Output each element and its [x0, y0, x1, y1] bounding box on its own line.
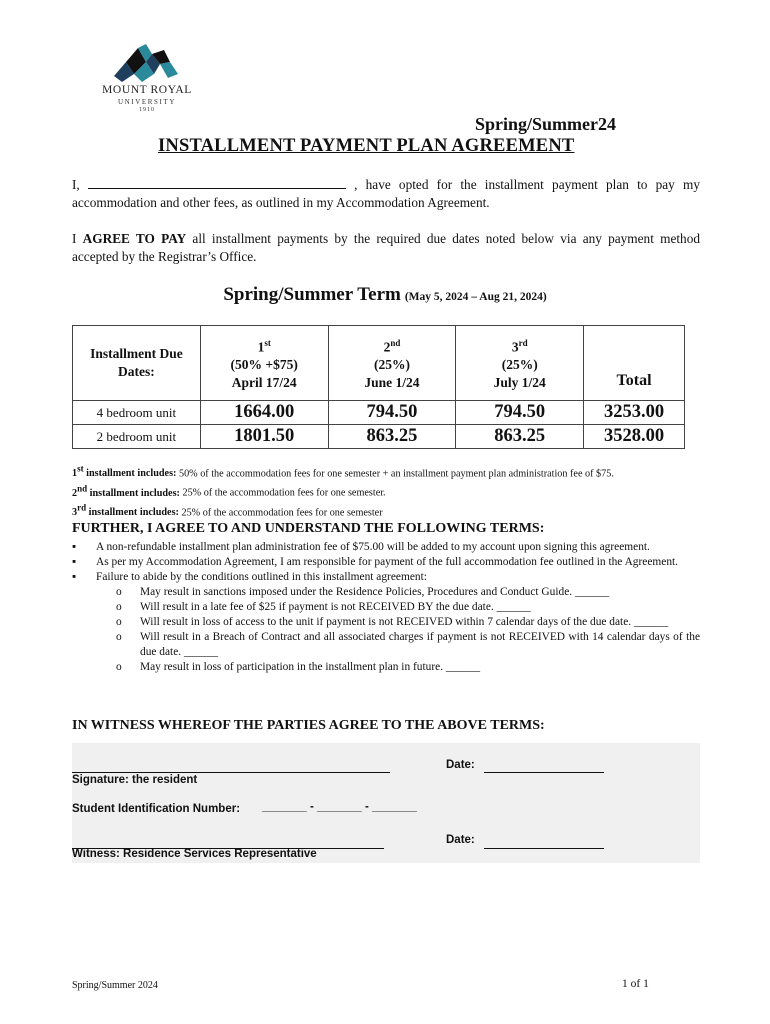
sub-mark: o — [116, 616, 122, 628]
note-ord: 1 — [72, 468, 78, 480]
table-header-row — [73, 326, 685, 401]
sub-text: Will result in a late fee of $25 if payment is not RECEIVED BY the due date. ______ — [140, 601, 531, 613]
col2-sup: nd — [390, 337, 401, 348]
witness-heading: IN WITNESS WHEREOF THE PARTIES AGREE TO THE ABOVE TERMS: — [72, 718, 545, 733]
row-label: 4 bedroom unit — [73, 401, 201, 425]
section-dates: (May 5, 2024 – Aug 21, 2024) — [404, 291, 547, 303]
sub-mark: o — [116, 586, 122, 598]
col3-sup: rd — [518, 337, 528, 348]
section-title: Spring/Summer Term — [223, 284, 401, 305]
sub-text: Will result in loss of access to the unit if payment is not RECEIVED within 7 calendar days of the due date. ______ — [140, 616, 669, 628]
signature-label: Signature: the resident — [72, 774, 198, 786]
bullet-text: As per my Accommodation Agreement, I am responsible for payment of the full accommodation fee outlined in the Agreement. — [96, 556, 679, 568]
bullet-mark: ▪ — [72, 541, 77, 553]
col3-date: July 1/24 — [493, 375, 546, 391]
terms-heading: FURTHER, I AGREE TO AND UNDERSTAND THE FOLLOWING TERMS: — [72, 521, 545, 536]
cell-total: 3253.00 — [584, 401, 685, 425]
cell-value: 863.25 — [328, 425, 456, 449]
cell-value: 794.50 — [328, 401, 456, 425]
agree-rest: all installment payments by the required due dates noted below via any payment method accepted by the Registrar’s Office. — [72, 231, 700, 264]
terms-list — [72, 540, 700, 675]
terms-sub-item — [72, 615, 700, 630]
intro-paragraph — [72, 176, 700, 212]
section-heading — [0, 284, 770, 306]
cell-value: 863.25 — [456, 425, 584, 449]
student-id-field[interactable]: _______ - _______ - _______ — [262, 801, 417, 813]
witness-date-line[interactable] — [484, 847, 604, 849]
col2-date: June 1/24 — [364, 375, 420, 391]
header-total — [584, 326, 685, 401]
col3-pct: (25%) — [501, 357, 538, 373]
note-item — [72, 481, 614, 500]
sub-mark: o — [116, 661, 122, 673]
logo-mark-icon — [112, 44, 180, 82]
agree-prefix: I — [72, 231, 83, 246]
header-label: Installment Due Dates: — [90, 346, 183, 379]
logo-university: UNIVERSITY — [118, 98, 176, 106]
document-title: INSTALLMENT PAYMENT PLAN AGREEMENT — [158, 136, 575, 156]
sub-text: Will result in a Breach of Contract and all associated charges if payment is not RECEIVED with 14 calendar days of the due date. ______ — [140, 631, 700, 658]
cell-value: 794.50 — [456, 401, 584, 425]
bullet-text: Failure to abide by the conditions outlined in this installment agreement: — [96, 571, 427, 583]
header-label-cell — [73, 326, 201, 401]
note-sup: st — [77, 464, 84, 474]
sub-mark: o — [116, 631, 122, 643]
name-blank-field[interactable] — [88, 176, 346, 189]
note-ord: 3 — [72, 507, 78, 519]
terms-sub-item — [72, 660, 700, 675]
col3-ordinal: 3 — [511, 339, 519, 355]
note-text: 25% of the accommodation fees for one semester. — [179, 487, 386, 499]
bullet-text: A non-refundable installment plan administration fee of $75.00 will be added to my account upon signing this agreement. — [96, 541, 650, 553]
terms-bullet — [72, 570, 700, 585]
intro-suffix: , have opted for the installment payment plan to pay my accommodation and other fees, as outlined in my Accommodation Agreement. — [72, 177, 700, 210]
terms-bullet — [72, 540, 700, 555]
note-label: installment includes: — [87, 487, 180, 499]
resident-date-line[interactable] — [484, 771, 604, 773]
installment-notes — [72, 462, 614, 520]
note-text: 25% of the accommodation fees for one semester — [178, 507, 383, 519]
table-row — [73, 401, 685, 425]
bullet-mark: ▪ — [72, 556, 77, 568]
witness-date-label: Date: — [446, 834, 475, 846]
header-installment-1 — [200, 326, 328, 401]
note-sup: nd — [77, 483, 88, 494]
note-label: installment includes: — [83, 468, 177, 480]
col1-ordinal: 1 — [257, 339, 265, 355]
col1-sup: st — [264, 337, 271, 348]
col1-pct: (50% +$75) — [230, 357, 298, 373]
term-title: Spring/Summer24 — [474, 114, 616, 134]
cell-total: 3528.00 — [584, 425, 685, 449]
logo-name: MOUNT ROYAL — [102, 84, 192, 96]
cell-value: 1801.50 — [200, 425, 328, 449]
note-item — [72, 462, 614, 481]
terms-bullet — [72, 555, 700, 570]
agree-bold: AGREE TO PAY — [82, 231, 187, 246]
installment-table — [72, 325, 685, 449]
footer-page-number: 1 of 1 — [622, 978, 649, 990]
terms-sub-item — [72, 585, 700, 600]
resident-signature-line[interactable] — [72, 771, 390, 773]
col2-pct: (25%) — [373, 357, 410, 373]
sub-mark: o — [116, 601, 122, 613]
col2-ordinal: 2 — [383, 339, 391, 355]
agree-paragraph — [72, 230, 700, 266]
student-id-label: Student Identification Number: — [72, 803, 241, 815]
date-label: Date: — [446, 759, 475, 771]
bullet-mark: ▪ — [72, 571, 77, 583]
signature-block — [72, 743, 700, 863]
note-sup: rd — [77, 502, 87, 513]
cell-value: 1664.00 — [200, 401, 328, 425]
row-label: 2 bedroom unit — [73, 425, 201, 449]
header-installment-3 — [456, 326, 584, 401]
footer-term: Spring/Summer 2024 — [72, 980, 158, 991]
witness-label: Witness: Residence Services Representative — [72, 848, 317, 860]
sub-text: May result in loss of participation in the installment plan in future. ______ — [140, 661, 481, 673]
note-text: 50% of the accommodation fees for one semester + an installment payment plan administration fee of $75. — [176, 468, 614, 480]
note-ord: 2 — [72, 487, 78, 499]
logo-year: 1910 — [139, 107, 155, 113]
sub-text: May result in sanctions imposed under the Residence Policies, Procedures and Conduct Guide. ______ — [140, 586, 610, 598]
header-installment-2 — [328, 326, 456, 401]
col1-date: April 17/24 — [231, 375, 297, 391]
total-label: Total — [616, 372, 652, 389]
terms-sub-item — [72, 600, 700, 615]
note-label: installment includes: — [86, 507, 179, 519]
note-item — [72, 501, 614, 520]
intro-prefix: I, — [72, 177, 80, 192]
table-row — [73, 425, 685, 449]
terms-sub-item — [72, 630, 700, 660]
